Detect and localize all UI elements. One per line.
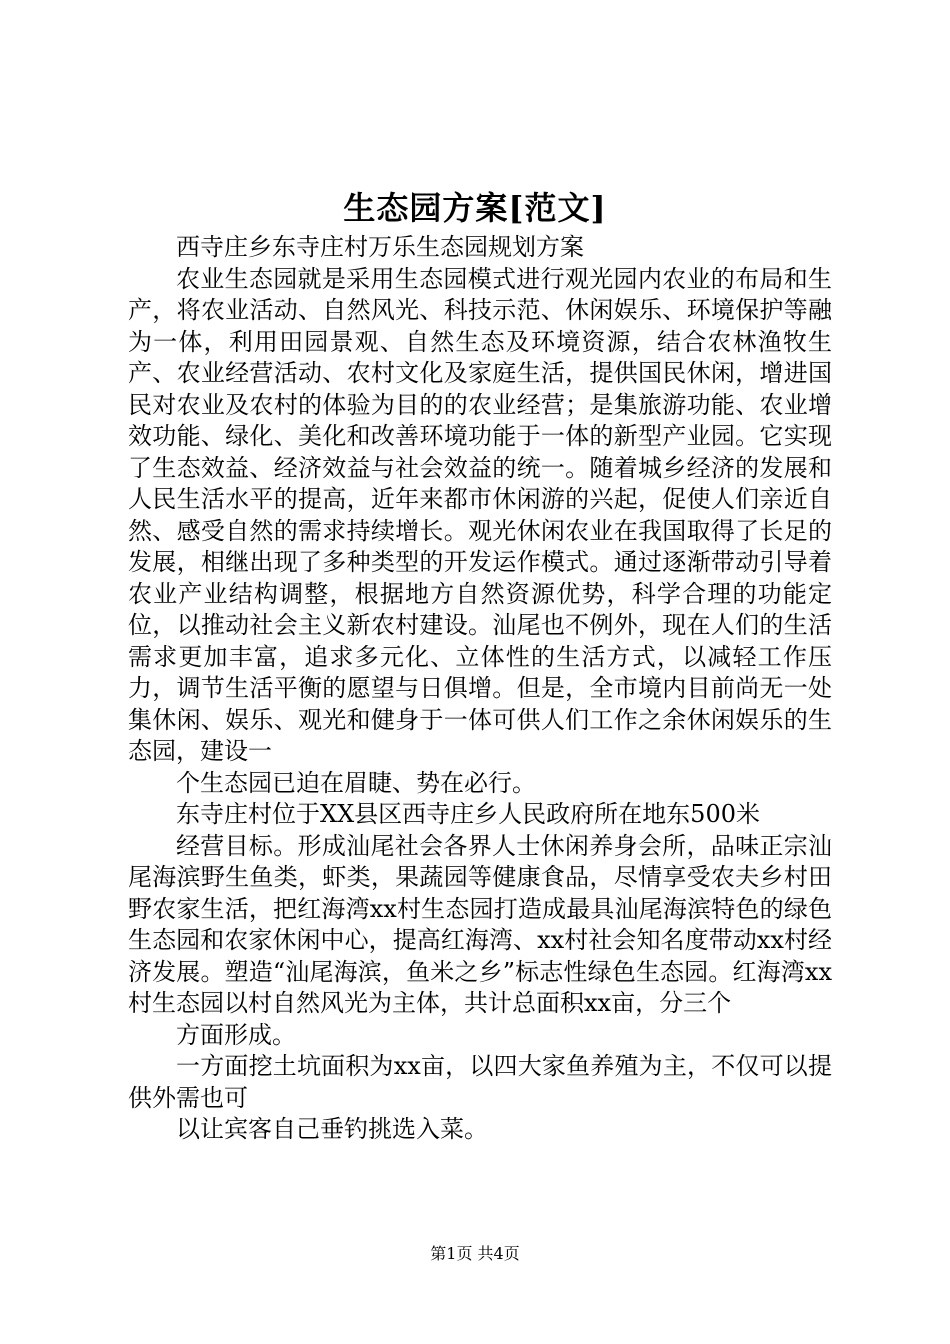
page-indicator: 第1页 共4页 <box>430 1244 520 1263</box>
paragraph-aspects: 方面形成。 <box>176 1020 296 1049</box>
paragraph-subtitle: 西寺庄乡东寺庄村万乐生态园规划方案 <box>176 233 584 261</box>
document-body <box>128 232 832 1146</box>
paragraph-fishing: 以让宾客自己垂钓挑选入菜。 <box>176 1115 488 1143</box>
paragraph-location: 东寺庄村位于XX县区西寺庄乡人民政府所在地东500米 <box>176 800 760 828</box>
paragraph-business-goal: 经营目标。形成汕尾社会各界人士休闲养身会所，品味正宗汕尾海滨野生鱼类，虾类，果蔬园等健康食品，尽情享受农夫乡村田野农家生活，把红海湾xx村生态园打造成最具汕尾海滨特色的绿色生态园和农家休闲中心，提高红海湾、xx村社会知名度带动xx村经济发展。塑造“汕尾海滨，鱼米之乡”标志性绿色生态园。红海湾xx村生态园以村自然风光为主体，共计总面积xx亩，分三个 <box>128 831 832 1017</box>
paragraph-intro: 农业生态园就是采用生态园模式进行观光园内农业的布局和生产，将农业活动、自然风光、科技示范、休闲娱乐、环境保护等融为一体，利用田园景观、自然生态及环境资源，结合农林渔牧生产、农业经营活动、农村文化及家庭生活，提供国民休闲，增进国民对农业及农村的体验为目的的农业经营；是集旅游功能、农业增效功能、绿化、美化和改善环境功能于一体的新型产业园。它实现了生态效益、经济效益与社会效益的统一。随着城乡经济的发展和人民生活水平的提高，近年来都市休闲游的兴起，促使人们亲近自然、感受自然的需求持续增长。观光休闲农业在我国取得了长足的发展，相继出现了多种类型的开发运作模式。通过逐渐带动引导着农业产业结构调整，根据地方自然资源优势，科学合理的功能定位，以推动社会主义新农村建设。汕尾也不例外，现在人们的生活需求更加丰富，追求多元化、立体性的生活方式，以减轻工作压力，调节生活平衡的愿望与日俱增。但是，全市境内目前尚无一处集休闲、娱乐、观光和健身于一体可供人们工作之余休闲娱乐的生态园，建设一 <box>128 264 832 765</box>
paragraph-intro-continued: 个生态园已迫在眉睫、势在必行。 <box>176 768 536 797</box>
paragraph-fish-pond: 一方面挖土坑面积为xx亩，以四大家鱼养殖为主，不仅可以提供外需也可 <box>128 1052 832 1112</box>
document-title: 生态园方案[范文] <box>343 189 607 227</box>
